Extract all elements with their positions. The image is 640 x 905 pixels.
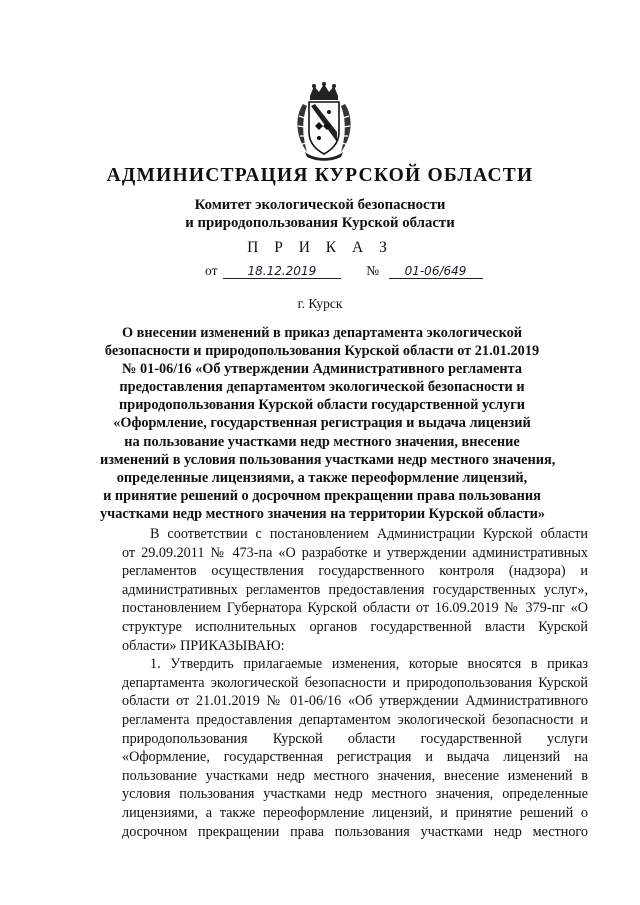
order-body [122, 525, 588, 841]
handwritten-number: 01-06/649 [389, 264, 483, 279]
body-line: «Оформление, государственная регистрация и выдача лицензий на [122, 749, 588, 766]
city: г. Курск [297, 296, 343, 311]
committee-line-1: Комитет экологической безопасности [194, 197, 446, 213]
body-line: условия пользования участками недр местного значения, определенные [122, 786, 588, 803]
title-line: безопасности и природопользования Курской области от 21.01.2019 [104, 343, 540, 360]
body-line: административных регламентов предоставления государственных услуг», [122, 581, 588, 598]
title-line: «Оформление, государственная регистрация и выдача лицензий [113, 415, 531, 432]
body-line: регламента предоставления департаментом экологической безопасности и [122, 711, 588, 728]
body-line: области от 21.01.2019 № 01-06/16 «Об утверждении Административного [122, 693, 588, 710]
coat-of-arms-icon [293, 82, 355, 162]
number-prefix: № [366, 263, 380, 278]
title-line: природопользования Курской области государственной услуги [119, 397, 525, 414]
title-line: № 01-06/16 «Об утверждении Административного регламента [122, 361, 522, 378]
body-line: досрочном прекращении права пользования участками недр местного [122, 823, 588, 840]
title-line: предоставления департаментом экологической безопасности и [119, 379, 525, 396]
title-line: изменений в условия пользования участками недр местного значения, [100, 451, 556, 468]
title-line: на пользование участками недр местного значения, внесение [124, 433, 520, 450]
title-line: и принятие решений о досрочном прекращении права пользования [103, 487, 541, 504]
body-line: природопользования Курской области государственной услуги [122, 730, 588, 747]
title-line: О внесении изменений в приказ департамента экологической [121, 325, 523, 341]
body-line: постановлением Губернатора Курской области от 16.09.2019 № 379-пг «О [122, 600, 588, 617]
document-type: П Р И К А З [247, 239, 393, 256]
body-line: регламентов осуществления государственного контроля (надзора) и [122, 563, 588, 580]
date-prefix: от [205, 263, 218, 278]
date-number-line [205, 263, 483, 279]
order-title [100, 324, 556, 523]
body-line: структуре исполнительных органов государственной власти Курской [122, 618, 588, 635]
body-line: области» ПРИКАЗЫВАЮ: [122, 637, 285, 654]
committee-name [0, 196, 640, 232]
body-line: 1. Утвердить прилагаемые изменения, которые вносятся в приказ [150, 656, 588, 673]
body-line: от 29.09.2011 № 473-па «О разработке и утверждении административных [122, 544, 588, 561]
title-line: определенные лицензиями, а также переоформление лицензий, [116, 469, 528, 486]
committee-line-2: и природопользования Курской области [185, 215, 455, 231]
body-line: пользование участками недр местного значения, внесение изменений в [122, 767, 588, 784]
handwritten-date: 18.12.2019 [223, 264, 341, 279]
title-line: участками недр местного значения на территории Курской области» [100, 505, 546, 522]
organization-title: АДМИНИСТРАЦИЯ КУРСКОЙ ОБЛАСТИ [106, 165, 534, 186]
body-line: департамента экологической безопасности и природопользования Курской [122, 674, 588, 691]
body-line: В соответствии с постановлением Администрации Курской области [150, 526, 588, 542]
body-line: лицензиями, а также переоформление лицензий, и принятие решений о [122, 804, 588, 821]
